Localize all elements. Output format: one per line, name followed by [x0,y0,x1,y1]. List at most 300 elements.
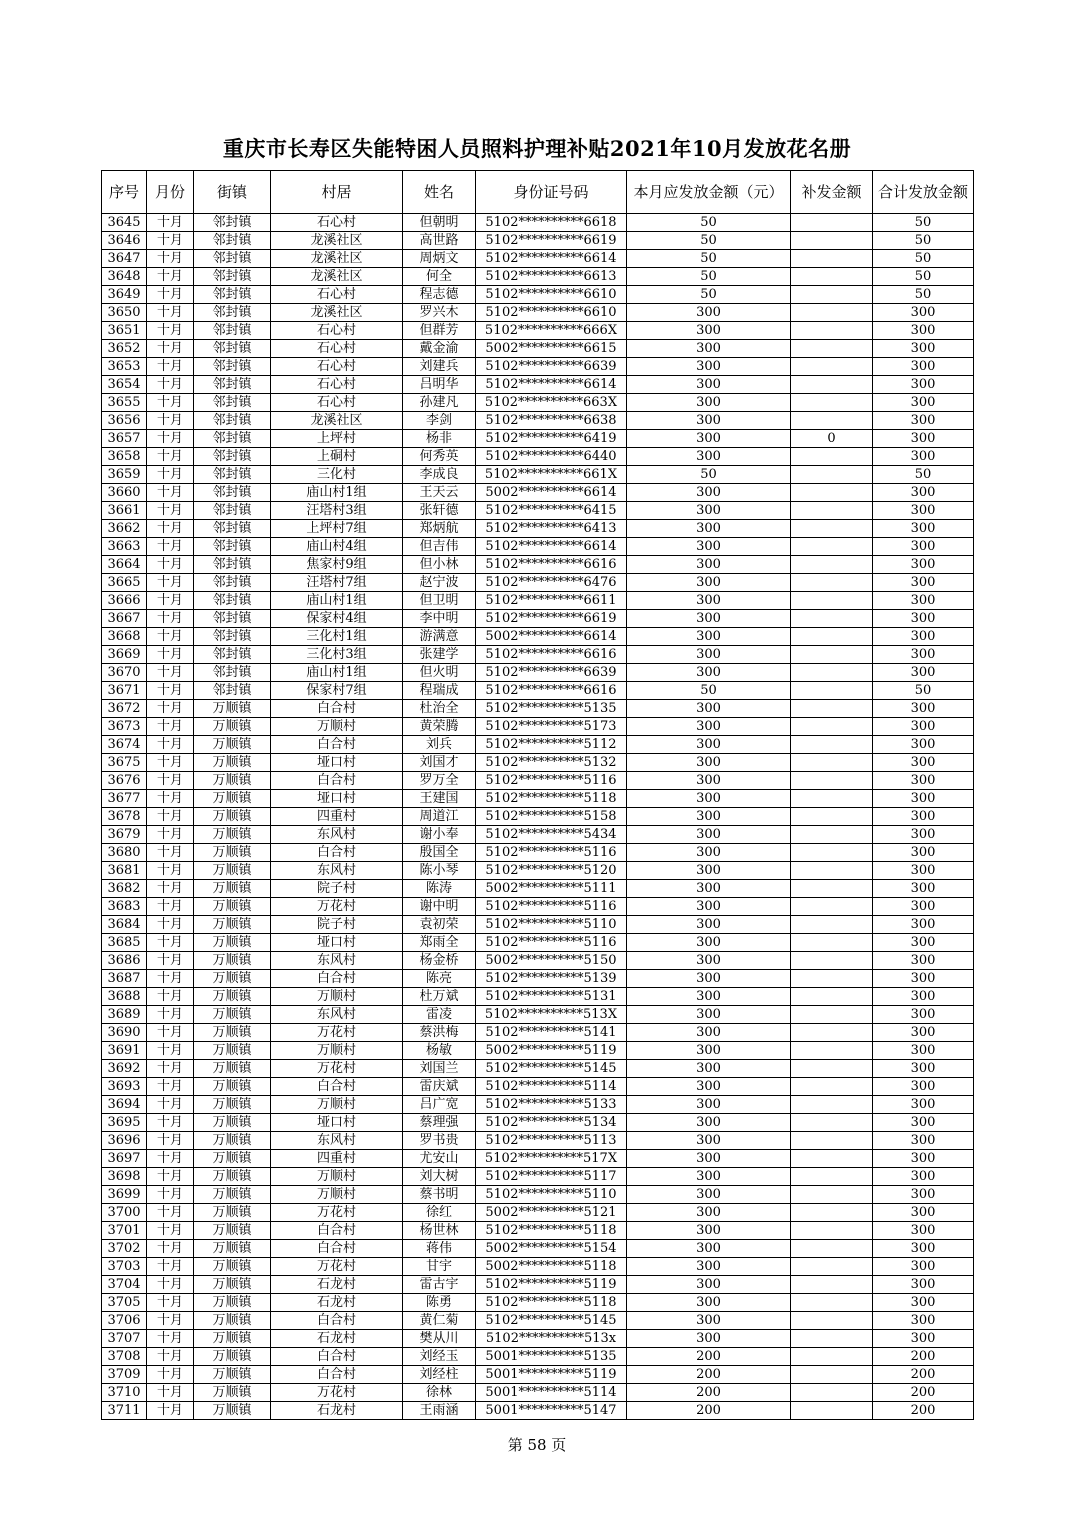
table-row [102,754,974,772]
cell-name: 罗万全 [403,772,476,790]
cell-village: 汪塔村7组 [271,574,403,592]
cell-village: 石龙村 [271,1402,403,1420]
cell-month: 十月 [147,700,194,718]
cell-id-number: 5001**********5147 [476,1402,627,1420]
cell-name: 但卫明 [403,592,476,610]
cell-town: 万顺镇 [194,700,271,718]
cell-monthly-amount: 50 [627,250,791,268]
cell-monthly-amount: 300 [627,1258,791,1276]
cell-town: 邻封镇 [194,538,271,556]
cell-supplement-amount [791,1204,873,1222]
cell-town: 万顺镇 [194,736,271,754]
cell-total-amount: 300 [873,646,974,664]
cell-id-number: 5102**********5116 [476,934,627,952]
cell-town: 万顺镇 [194,1078,271,1096]
cell-supplement-amount [791,268,873,286]
cell-name: 徐红 [403,1204,476,1222]
cell-id-number: 5102**********661X [476,466,627,484]
cell-id-number: 5002**********5150 [476,952,627,970]
cell-village: 龙溪社区 [271,232,403,250]
cell-seq: 3659 [102,466,147,484]
cell-seq: 3684 [102,916,147,934]
table-row [102,394,974,412]
table-body [102,214,974,1420]
cell-month: 十月 [147,1168,194,1186]
table-row [102,214,974,232]
cell-monthly-amount: 300 [627,1024,791,1042]
cell-name: 刘经玉 [403,1348,476,1366]
table-row [102,1168,974,1186]
cell-id-number: 5102**********6614 [476,376,627,394]
table-row [102,790,974,808]
cell-village: 石心村 [271,376,403,394]
cell-monthly-amount: 300 [627,484,791,502]
header-town: 街镇 [194,171,271,214]
cell-name: 杨敏 [403,1042,476,1060]
cell-id-number: 5102**********6611 [476,592,627,610]
cell-id-number: 5102**********6616 [476,556,627,574]
cell-supplement-amount [791,628,873,646]
cell-village: 石心村 [271,322,403,340]
cell-seq: 3696 [102,1132,147,1150]
cell-name: 陈涛 [403,880,476,898]
cell-name: 蔡书明 [403,1186,476,1204]
cell-seq: 3669 [102,646,147,664]
cell-name: 刘大树 [403,1168,476,1186]
table-row [102,880,974,898]
cell-town: 万顺镇 [194,1384,271,1402]
cell-monthly-amount: 300 [627,520,791,538]
cell-supplement-amount [791,754,873,772]
cell-town: 万顺镇 [194,1294,271,1312]
cell-village: 上坪村7组 [271,520,403,538]
cell-id-number: 5002**********6614 [476,628,627,646]
cell-name: 徐林 [403,1384,476,1402]
cell-id-number: 5102**********5118 [476,1222,627,1240]
cell-id-number: 5102**********5173 [476,718,627,736]
cell-month: 十月 [147,340,194,358]
cell-month: 十月 [147,538,194,556]
cell-name: 刘国兰 [403,1060,476,1078]
table-row [102,1186,974,1204]
cell-id-number: 5102**********6618 [476,214,627,232]
table-row [102,700,974,718]
cell-month: 十月 [147,1384,194,1402]
cell-seq: 3665 [102,574,147,592]
cell-monthly-amount: 300 [627,376,791,394]
cell-monthly-amount: 50 [627,232,791,250]
cell-total-amount: 300 [873,1150,974,1168]
table-row [102,772,974,790]
cell-supplement-amount [791,574,873,592]
cell-id-number: 5102**********5118 [476,790,627,808]
cell-supplement-amount [791,1042,873,1060]
cell-seq: 3662 [102,520,147,538]
cell-month: 十月 [147,970,194,988]
header-id-number: 身份证号码 [476,171,627,214]
cell-village: 万顺村 [271,1186,403,1204]
cell-town: 万顺镇 [194,1330,271,1348]
cell-town: 万顺镇 [194,1312,271,1330]
cell-id-number: 5102**********5120 [476,862,627,880]
cell-monthly-amount: 300 [627,646,791,664]
cell-total-amount: 50 [873,250,974,268]
cell-name: 张轩德 [403,502,476,520]
cell-total-amount: 50 [873,232,974,250]
cell-id-number: 5102**********6614 [476,250,627,268]
cell-town: 万顺镇 [194,1024,271,1042]
cell-id-number: 5002**********6615 [476,340,627,358]
cell-name: 谢中明 [403,898,476,916]
cell-total-amount: 300 [873,1258,974,1276]
cell-seq: 3667 [102,610,147,628]
cell-month: 十月 [147,466,194,484]
cell-supplement-amount [791,394,873,412]
cell-seq: 3666 [102,592,147,610]
cell-town: 邻封镇 [194,448,271,466]
cell-village: 白合村 [271,1078,403,1096]
cell-town: 万顺镇 [194,1186,271,1204]
cell-monthly-amount: 300 [627,664,791,682]
cell-village: 庙山村1组 [271,592,403,610]
cell-name: 李中明 [403,610,476,628]
cell-month: 十月 [147,1060,194,1078]
cell-supplement-amount [791,1276,873,1294]
cell-name: 蒋伟 [403,1240,476,1258]
table-row [102,1078,974,1096]
table-row [102,1150,974,1168]
cell-town: 万顺镇 [194,1150,271,1168]
cell-monthly-amount: 300 [627,538,791,556]
cell-seq: 3685 [102,934,147,952]
cell-monthly-amount: 50 [627,286,791,304]
cell-id-number: 5102**********6413 [476,520,627,538]
cell-town: 万顺镇 [194,934,271,952]
cell-month: 十月 [147,1096,194,1114]
cell-monthly-amount: 300 [627,322,791,340]
cell-seq: 3677 [102,790,147,808]
cell-id-number: 5102**********6415 [476,502,627,520]
cell-seq: 3697 [102,1150,147,1168]
table-row [102,1222,974,1240]
cell-monthly-amount: 300 [627,556,791,574]
cell-id-number: 5002**********5121 [476,1204,627,1222]
cell-total-amount: 300 [873,322,974,340]
cell-seq: 3710 [102,1384,147,1402]
cell-village: 东风村 [271,1006,403,1024]
cell-month: 十月 [147,1330,194,1348]
cell-supplement-amount [791,502,873,520]
cell-month: 十月 [147,358,194,376]
cell-town: 邻封镇 [194,286,271,304]
cell-seq: 3664 [102,556,147,574]
cell-supplement-amount [791,916,873,934]
cell-town: 邻封镇 [194,214,271,232]
table-row [102,358,974,376]
cell-monthly-amount: 200 [627,1384,791,1402]
cell-id-number: 5102**********6419 [476,430,627,448]
cell-id-number: 5102**********666X [476,322,627,340]
cell-month: 十月 [147,844,194,862]
table-row [102,466,974,484]
cell-month: 十月 [147,610,194,628]
cell-name: 周炳文 [403,250,476,268]
cell-total-amount: 50 [873,214,974,232]
cell-seq: 3700 [102,1204,147,1222]
table-row [102,718,974,736]
cell-monthly-amount: 300 [627,934,791,952]
cell-town: 邻封镇 [194,484,271,502]
cell-seq: 3689 [102,1006,147,1024]
table-row [102,538,974,556]
cell-total-amount: 300 [873,358,974,376]
cell-seq: 3674 [102,736,147,754]
cell-supplement-amount [791,376,873,394]
cell-monthly-amount: 300 [627,1330,791,1348]
cell-supplement-amount [791,700,873,718]
header-seq: 序号 [102,171,147,214]
cell-month: 十月 [147,1402,194,1420]
cell-monthly-amount: 300 [627,1312,791,1330]
cell-seq: 3704 [102,1276,147,1294]
cell-total-amount: 300 [873,520,974,538]
cell-total-amount: 300 [873,304,974,322]
cell-total-amount: 200 [873,1348,974,1366]
cell-monthly-amount: 50 [627,268,791,286]
cell-name: 杜万斌 [403,988,476,1006]
cell-village: 院子村 [271,916,403,934]
cell-month: 十月 [147,1132,194,1150]
table-row [102,1366,974,1384]
cell-month: 十月 [147,1150,194,1168]
cell-town: 万顺镇 [194,826,271,844]
cell-supplement-amount [791,1348,873,1366]
cell-seq: 3655 [102,394,147,412]
cell-town: 万顺镇 [194,1168,271,1186]
table-row [102,646,974,664]
cell-month: 十月 [147,520,194,538]
cell-id-number: 5102**********6616 [476,646,627,664]
cell-monthly-amount: 300 [627,826,791,844]
cell-town: 邻封镇 [194,394,271,412]
cell-seq: 3680 [102,844,147,862]
cell-village: 石心村 [271,286,403,304]
cell-name: 雷凌 [403,1006,476,1024]
cell-town: 邻封镇 [194,610,271,628]
cell-town: 万顺镇 [194,1222,271,1240]
table-row [102,232,974,250]
cell-seq: 3709 [102,1366,147,1384]
cell-month: 十月 [147,736,194,754]
cell-id-number: 5102**********5141 [476,1024,627,1042]
table-row [102,556,974,574]
cell-name: 杨世林 [403,1222,476,1240]
table-row [102,430,974,448]
cell-name: 罗兴木 [403,304,476,322]
cell-supplement-amount [791,826,873,844]
cell-total-amount: 300 [873,610,974,628]
table-row [102,934,974,952]
table-row [102,664,974,682]
cell-village: 四重村 [271,808,403,826]
table-row [102,286,974,304]
table-row [102,1276,974,1294]
cell-monthly-amount: 300 [627,610,791,628]
cell-town: 邻封镇 [194,502,271,520]
cell-id-number: 5001**********5135 [476,1348,627,1366]
cell-name: 刘兵 [403,736,476,754]
cell-name: 杨金桥 [403,952,476,970]
cell-supplement-amount [791,1222,873,1240]
table-row [102,610,974,628]
cell-month: 十月 [147,250,194,268]
cell-total-amount: 300 [873,1168,974,1186]
cell-supplement-amount [791,1168,873,1186]
cell-supplement-amount [791,808,873,826]
cell-monthly-amount: 300 [627,1276,791,1294]
cell-total-amount: 300 [873,862,974,880]
cell-town: 邻封镇 [194,358,271,376]
cell-total-amount: 300 [873,412,974,430]
cell-id-number: 5102**********5145 [476,1060,627,1078]
cell-town: 邻封镇 [194,268,271,286]
cell-name: 孙建凡 [403,394,476,412]
cell-id-number: 5102**********5116 [476,772,627,790]
cell-name: 但群芳 [403,322,476,340]
cell-seq: 3691 [102,1042,147,1060]
cell-total-amount: 300 [873,898,974,916]
cell-total-amount: 300 [873,754,974,772]
cell-month: 十月 [147,448,194,466]
cell-village: 白合村 [271,1366,403,1384]
cell-supplement-amount: 0 [791,430,873,448]
cell-supplement-amount [791,1240,873,1258]
cell-month: 十月 [147,790,194,808]
cell-supplement-amount [791,862,873,880]
cell-seq: 3671 [102,682,147,700]
page-number: 第 58 页 [507,1436,567,1454]
header-total-amount: 合计发放金额 [873,171,974,214]
cell-supplement-amount [791,340,873,358]
cell-id-number: 5102**********6638 [476,412,627,430]
cell-month: 十月 [147,394,194,412]
cell-village: 万顺村 [271,1042,403,1060]
cell-town: 万顺镇 [194,1132,271,1150]
cell-month: 十月 [147,916,194,934]
cell-monthly-amount: 300 [627,430,791,448]
cell-month: 十月 [147,1240,194,1258]
cell-total-amount: 300 [873,592,974,610]
cell-month: 十月 [147,772,194,790]
cell-town: 万顺镇 [194,988,271,1006]
cell-monthly-amount: 300 [627,844,791,862]
cell-town: 万顺镇 [194,754,271,772]
cell-village: 白合村 [271,772,403,790]
cell-name: 郑雨全 [403,934,476,952]
cell-town: 万顺镇 [194,1276,271,1294]
cell-id-number: 5102**********5119 [476,1276,627,1294]
cell-name: 李成良 [403,466,476,484]
cell-village: 万顺村 [271,718,403,736]
cell-total-amount: 300 [873,1186,974,1204]
cell-name: 袁初荣 [403,916,476,934]
cell-name: 王雨涵 [403,1402,476,1420]
cell-village: 万花村 [271,1258,403,1276]
cell-name: 雷古宇 [403,1276,476,1294]
cell-seq: 3654 [102,376,147,394]
cell-town: 万顺镇 [194,718,271,736]
cell-monthly-amount: 300 [627,1114,791,1132]
cell-name: 刘经柱 [403,1366,476,1384]
header-row [102,171,974,214]
cell-total-amount: 300 [873,1204,974,1222]
cell-monthly-amount: 300 [627,700,791,718]
cell-village: 石心村 [271,340,403,358]
cell-monthly-amount: 300 [627,1042,791,1060]
cell-monthly-amount: 300 [627,970,791,988]
table-row [102,1240,974,1258]
table-row [102,520,974,538]
cell-town: 邻封镇 [194,430,271,448]
cell-monthly-amount: 300 [627,754,791,772]
table-row [102,1204,974,1222]
cell-village: 东风村 [271,862,403,880]
cell-name: 殷国全 [403,844,476,862]
cell-id-number: 5102**********6476 [476,574,627,592]
cell-name: 雷庆斌 [403,1078,476,1096]
cell-supplement-amount [791,1258,873,1276]
cell-seq: 3678 [102,808,147,826]
cell-seq: 3706 [102,1312,147,1330]
cell-monthly-amount: 300 [627,394,791,412]
cell-supplement-amount [791,988,873,1006]
cell-total-amount: 300 [873,1078,974,1096]
table-row [102,574,974,592]
cell-name: 黄仁菊 [403,1312,476,1330]
cell-monthly-amount: 300 [627,1150,791,1168]
cell-supplement-amount [791,520,873,538]
cell-id-number: 5002**********5154 [476,1240,627,1258]
cell-town: 邻封镇 [194,376,271,394]
cell-village: 龙溪社区 [271,268,403,286]
cell-town: 万顺镇 [194,790,271,808]
cell-id-number: 5102**********6639 [476,664,627,682]
cell-seq: 3688 [102,988,147,1006]
cell-id-number: 5001**********5114 [476,1384,627,1402]
cell-total-amount: 50 [873,682,974,700]
cell-village: 白合村 [271,1240,403,1258]
cell-supplement-amount [791,736,873,754]
cell-town: 邻封镇 [194,646,271,664]
cell-total-amount: 300 [873,880,974,898]
cell-seq: 3673 [102,718,147,736]
cell-month: 十月 [147,1042,194,1060]
cell-name: 王天云 [403,484,476,502]
cell-month: 十月 [147,484,194,502]
cell-seq: 3668 [102,628,147,646]
cell-town: 邻封镇 [194,322,271,340]
cell-id-number: 5102**********5139 [476,970,627,988]
cell-id-number: 5102**********5116 [476,844,627,862]
cell-month: 十月 [147,430,194,448]
cell-town: 万顺镇 [194,1204,271,1222]
table-row [102,1006,974,1024]
cell-seq: 3703 [102,1258,147,1276]
cell-supplement-amount [791,412,873,430]
cell-village: 白合村 [271,1222,403,1240]
cell-supplement-amount [791,790,873,808]
table-row [102,1042,974,1060]
